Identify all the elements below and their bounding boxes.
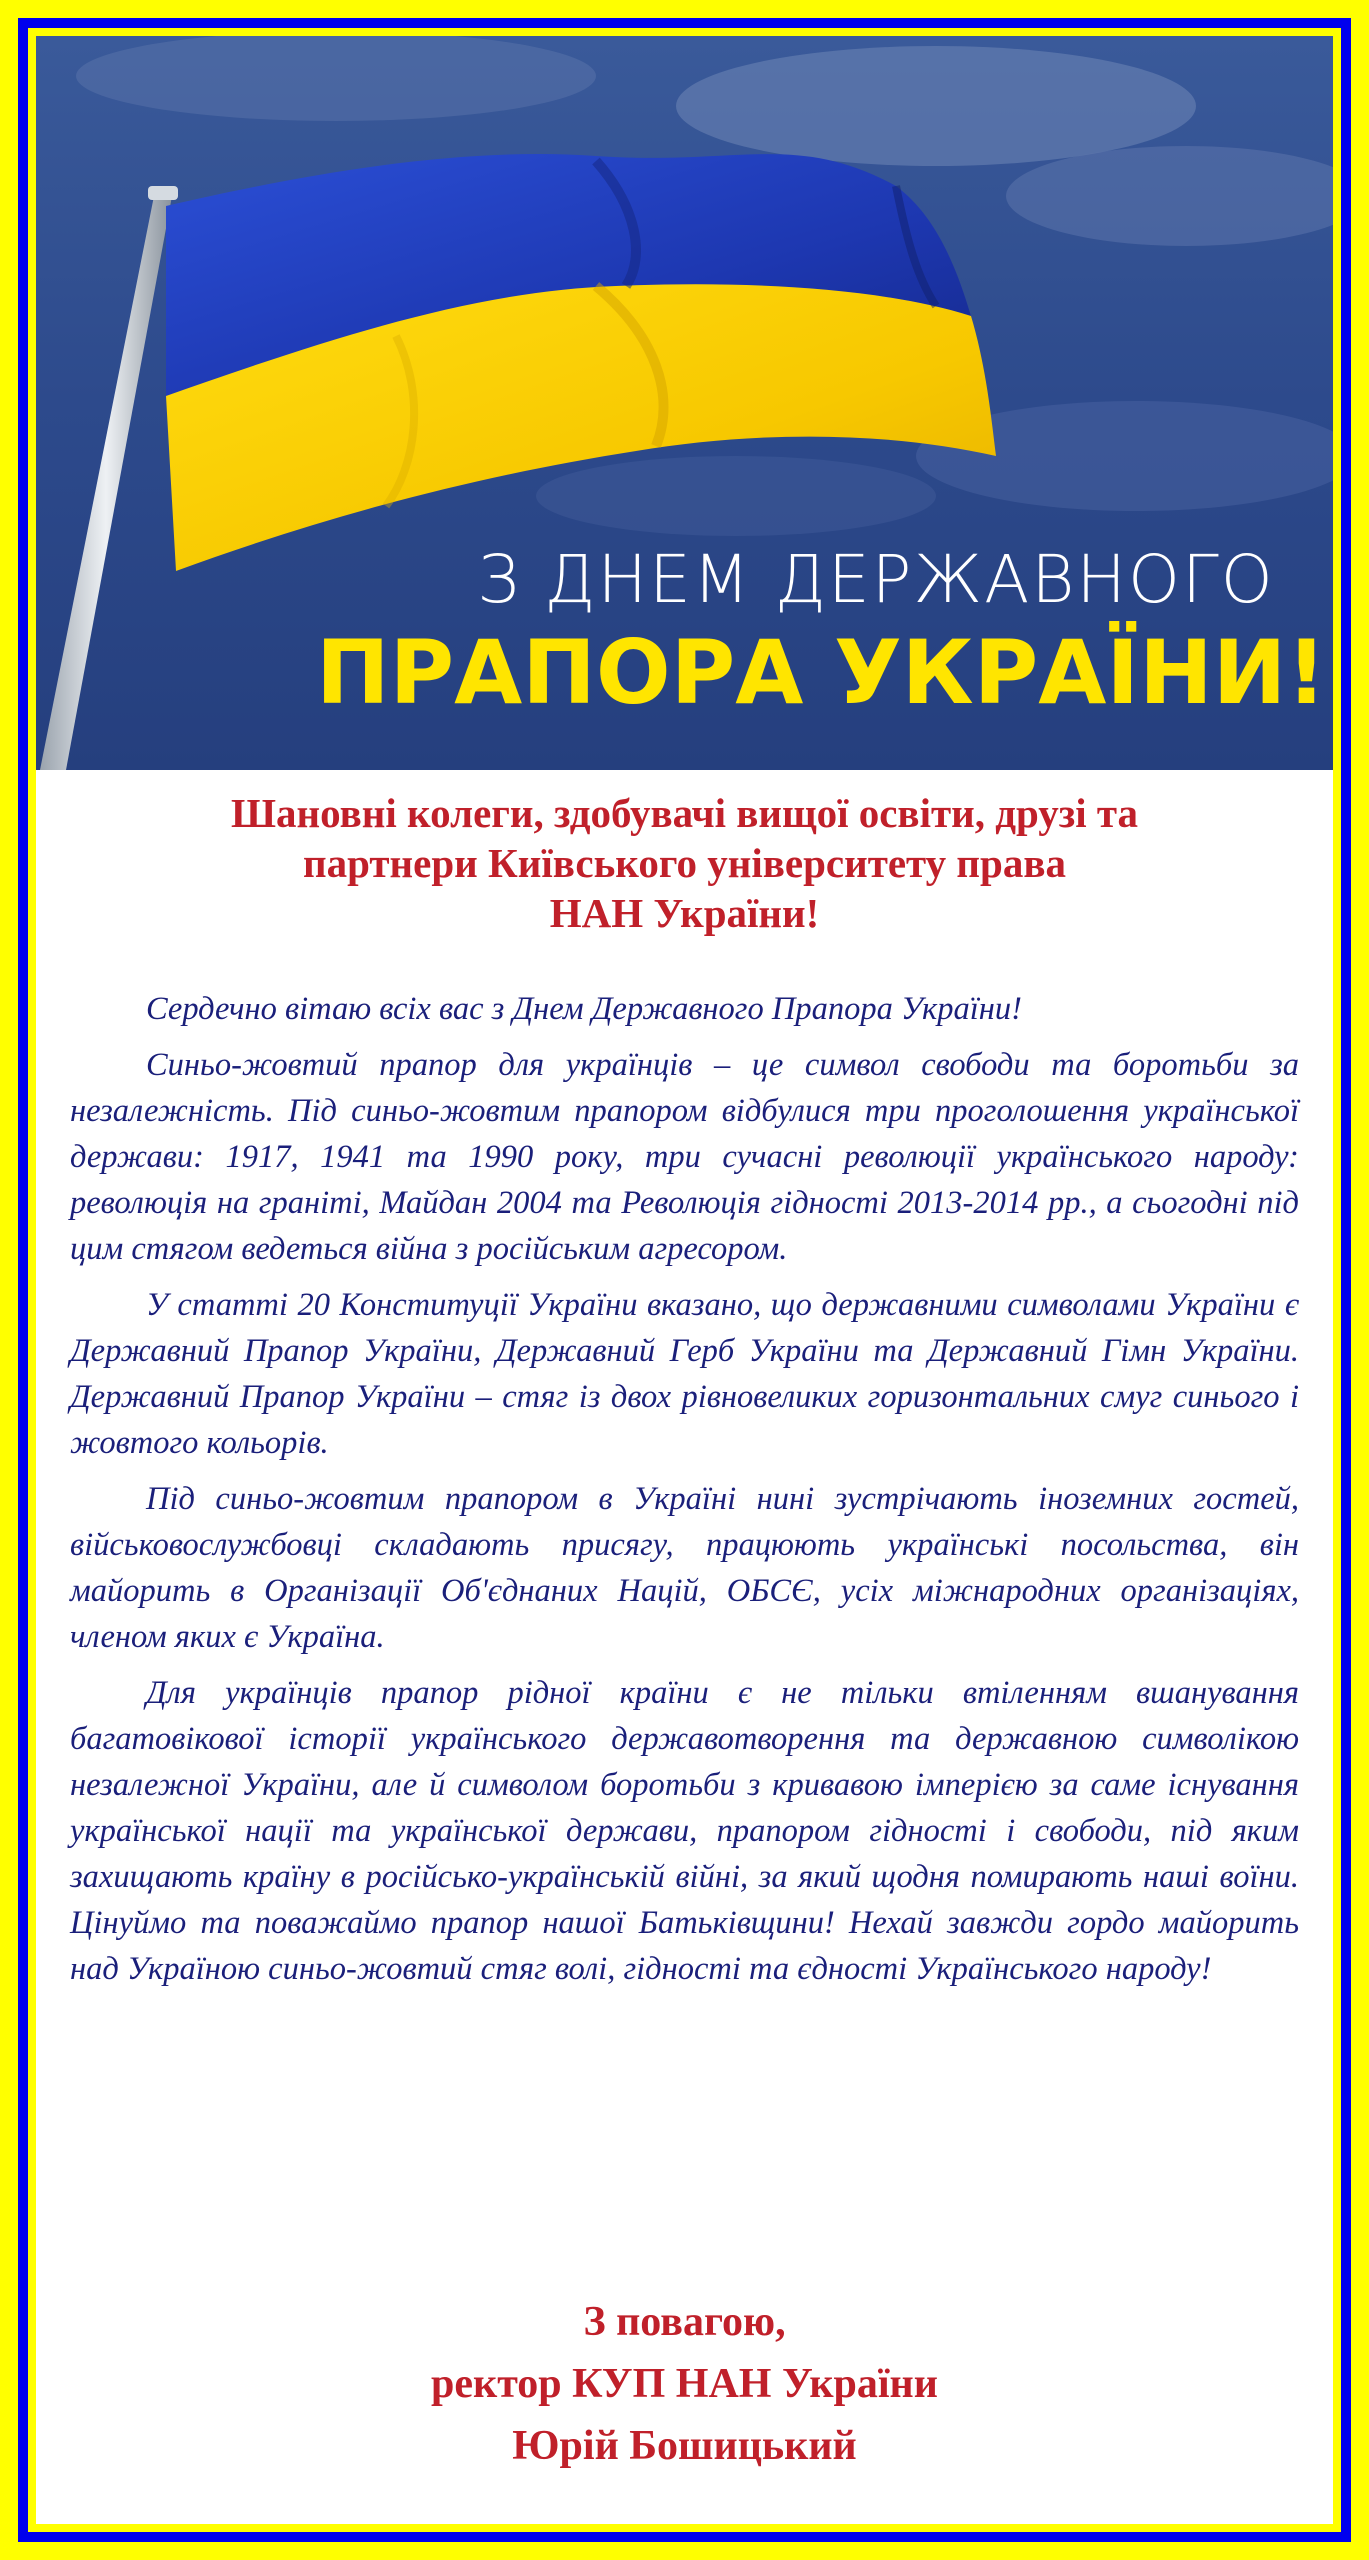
content-card — [36, 36, 1333, 2524]
heading-line-1: Шановні колеги, здобувачі вищої освіти, друзі та — [231, 790, 1138, 836]
paragraph: Під синьо-жовтим прапором в Україні нині зустрічають іноземних гостей, військовослужбовці складають присягу, працюють українські посольства, він майорить в Організації Об'єднаних Націй, ОБСЄ, усіх міжнародних організаціях, членом яких є Україна. — [70, 1481, 1299, 1655]
paragraph: Для українців прапор рідної країни є не тільки втіленням вшанування багатовікової історії українського державотворення та державною символікою незалежної України, але й символом боротьби з кривавою імперією за саме існування української нації та української держави, прапором гідності і свободи, під яким захищають країну в російсько-українській війні, за який щодня помирають наші воїни. Цінуймо та поважаймо прапор нашої Батьківщини! Нехай завжди гордо майорить над Україною синьо-жовтий стяг волі, гідності та єдності Українського народу! — [70, 1675, 1299, 1987]
paragraph: Сердечно вітаю всіх вас з Днем Державного Прапора України! — [146, 991, 1022, 1027]
signature-line-3: Юрій Бошицький — [512, 2423, 857, 2469]
signature-line-1: З повагою, — [583, 2299, 786, 2345]
message-body — [70, 986, 1299, 2002]
paragraph: Синьо-жовтий прапор для українців – це символ свободи та боротьби за незалежність. Під синьо-жовтим прапором відбулися три проголошення української держави: 1917, 1941 та 1990 року, три сучасні революції українського народу: революція на граніті, Майдан 2004 та Революція гідності 2013-2014 рр., а сьогодні під цим стягом ведеться війна з російським агресором. — [70, 1047, 1299, 1267]
heading-line-3: НАН України! — [549, 890, 820, 936]
signature-block — [76, 2291, 1293, 2477]
paragraph: У статті 20 Конституції України вказано, що державними символами України є Державний Прапор України, Державний Герб України та Державний Гімн України. Державний Прапор України – стяг із двох рівновеликих горизонтальних смуг синього і жовтого кольорів. — [70, 1287, 1299, 1461]
flag-banner — [36, 36, 1333, 770]
heading-line-2: партнери Київського університету права — [303, 840, 1066, 886]
banner-line-1: З ДНЕМ ДЕРЖАВНОГО — [477, 541, 1275, 618]
banner-line-2: ПРАПОРА УКРАЇНИ! — [316, 621, 1327, 724]
signature-line-2: ректор КУП НАН України — [431, 2361, 938, 2407]
greeting-heading — [76, 788, 1293, 938]
